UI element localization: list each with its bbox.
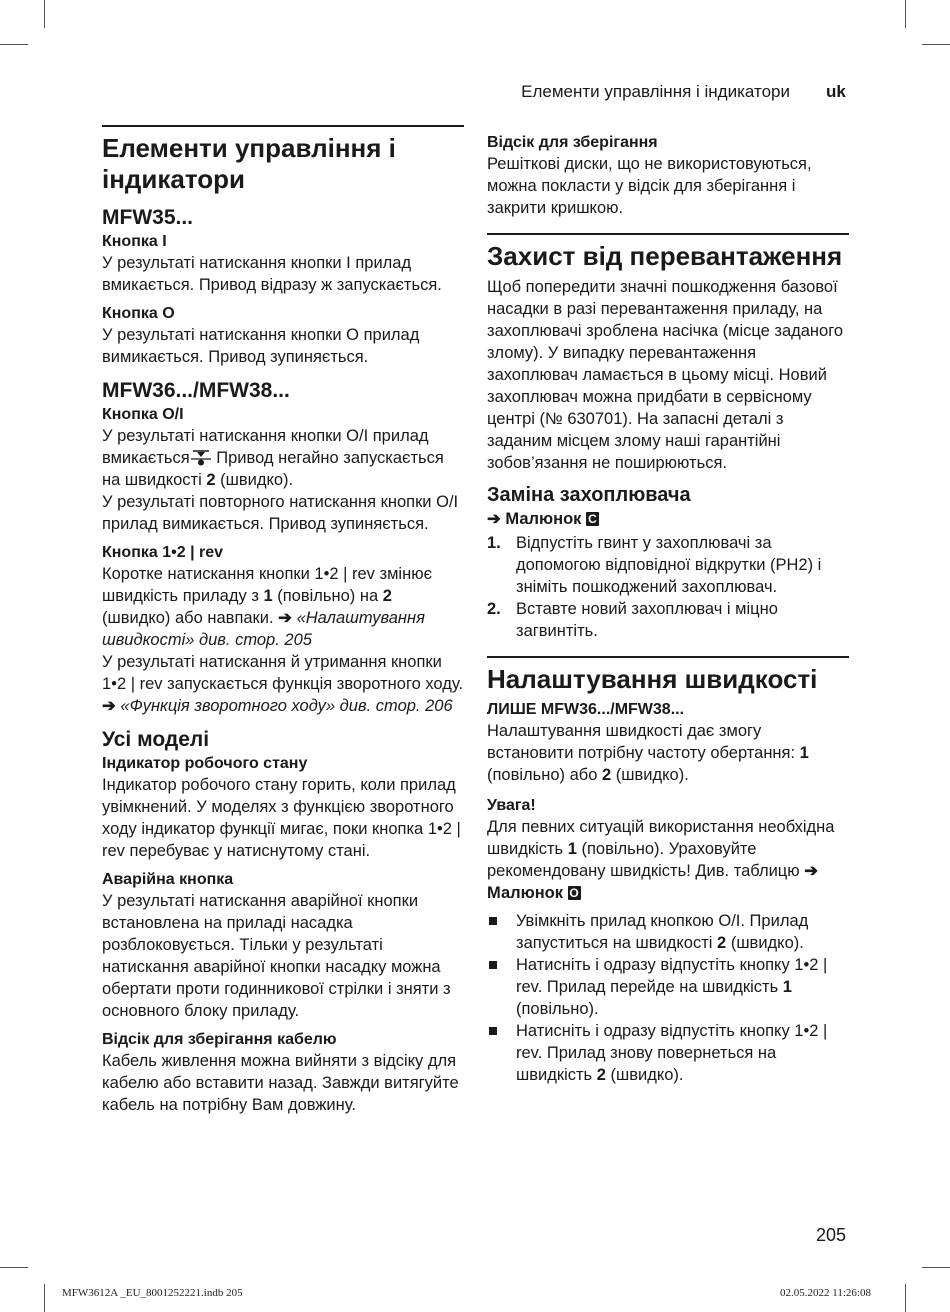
- left-column: [102, 125, 464, 1116]
- section-title-speed: Налаштування швидкості: [487, 664, 818, 694]
- cable-storage-text: Кабель живлення можна вийняти з відсіку для кабелю або вставити назад. Завжди витягуйте кабель на потрібну Вам довжину.: [102, 1052, 459, 1114]
- list-item: Увімкніть прилад кнопкою O/I. Прилад запуститься на швидкості 2 (швидко).: [487, 910, 849, 954]
- crop-mark: [44, 1284, 45, 1312]
- attention-heading: Увага!: [487, 797, 536, 814]
- attention-text: Для певних ситуацій використання необхідна швидкість 1 (повільно). Ураховуйте рекомендовану швидкість! Див. таблицю ➔ Малюнок O: [487, 818, 835, 902]
- cross-reference-speed[interactable]: «Налаштування швидкості» див. стор. 205: [102, 609, 425, 649]
- crop-mark: [922, 44, 950, 45]
- arrow-right-icon: ➔: [278, 609, 292, 627]
- crop-mark: [0, 44, 28, 45]
- cable-storage-heading: Відсік для зберігання кабелю: [102, 1031, 337, 1048]
- emergency-button-text: У результаті натискання аварійної кнопки встановлена на приладі насадка розблоковується. Тільки у результаті натискання аварійної кнопки насадку можна обертати проти годинникової стрілки і зняти з основного блоку приладу.: [102, 892, 451, 1020]
- button-12rev-hold-text: У результаті натискання й утримання кнопки 1•2 | rev запускається функція зворотного ходу. ➔ «Функція зворотного ходу» див. стор. 206: [102, 653, 464, 715]
- speed-steps-list: [487, 910, 849, 1086]
- section-rule: [487, 233, 849, 235]
- crop-mark: [922, 1267, 950, 1268]
- crop-mark: [44, 0, 45, 28]
- cross-reference-reverse[interactable]: «Функція зворотного ходу» див. стор. 206: [120, 697, 453, 715]
- figure-letter-badge: C: [586, 512, 599, 526]
- section-rule: [487, 656, 849, 658]
- storage-text: Решіткові диски, що не використовуються, можна покласти у відсік для зберігання і закрити кришкою.: [487, 155, 812, 217]
- list-item: Натисніть і одразу відпустіть кнопку 1•2 | rev. Прилад перейде на швидкість 1 (повільно).: [487, 954, 849, 1020]
- running-header: [0, 82, 950, 106]
- figure-reference-c: ➔ Малюнок C: [487, 508, 849, 530]
- list-item: [487, 532, 849, 598]
- list-number: 2.: [487, 600, 501, 618]
- button-12rev-text: Коротке натискання кнопки 1•2 | rev змінює швидкість приладу з 1 (повільно) на 2 (швидко) або навпаки. ➔ «Налаштування швидкості» див. стор. 205: [102, 565, 432, 649]
- button-o-heading: Кнопка O: [102, 305, 175, 322]
- square-bullet-icon: [489, 961, 497, 969]
- model-heading-mfw35: MFW35...: [102, 206, 194, 229]
- square-bullet-icon: [489, 917, 497, 925]
- section-title-controls: Елементи управління і індикатори: [102, 133, 396, 194]
- storage-heading: Відсік для зберігання: [487, 134, 658, 151]
- header-language: uk: [826, 82, 846, 101]
- section-rule: [102, 125, 464, 127]
- speed-text: Налаштування швидкості дає змогу встановити потрібну частоту обертання: 1 (повільно) або 2 (швидко).: [487, 722, 809, 784]
- replace-steps-list: [487, 532, 849, 642]
- indicator-text: Індикатор робочого стану горить, коли прилад увімкнений. У моделях з функцією зворотного ходу індикатор функції мигає, поки кнопка 1•2 | rev перебуває у натиснутому стані.: [102, 776, 461, 860]
- right-column: [487, 125, 849, 1086]
- section-title-overload: Захист від перевантаження: [487, 241, 843, 271]
- crop-mark: [905, 1284, 906, 1312]
- button-oi-heading: Кнопка O/I: [102, 406, 184, 423]
- figure-letter-badge: O: [569, 886, 579, 900]
- indicator-heading: Індикатор робочого стану: [102, 755, 308, 772]
- list-item: Натисніть і одразу відпустіть кнопку 1•2 | rev. Прилад знову повернеться на швидкість 2 (швидко).: [487, 1020, 849, 1086]
- overload-text: Щоб попередити значні пошкодження базової насадки в разі перевантаження приладу, на захоплювачі зроблена насічка (місце заданого злому). У випадку перевантаження захоплювач ламається в цьому місці. Новий захоплювач можна придбати в сервісному центрі (№ 630701). На запасні деталі з заданим місцем злому наші гарантійні зобов’язання не поширюються.: [487, 278, 844, 472]
- page-number: 205: [816, 1225, 847, 1245]
- list-text: Відпустіть гвинт у захоплювачі за допомогою відповідної відкрутки (PH2) і зніміть пошкоджений захоплювач.: [516, 534, 822, 596]
- crop-mark: [0, 1267, 28, 1268]
- model-heading-mfw36: MFW36.../MFW38...: [102, 379, 290, 402]
- model-heading-all: Усі моделі: [102, 728, 210, 751]
- button-o-text: У результаті натискання кнопки O прилад вимикається. Привод зупиняється.: [102, 326, 420, 366]
- list-text: Вставте новий захоплювач і міцно загвинтіть.: [516, 600, 778, 640]
- list-number: 1.: [487, 534, 501, 552]
- list-item: [487, 598, 849, 642]
- replace-heading: Заміна захоплювача: [487, 484, 691, 506]
- square-bullet-icon: [489, 1027, 497, 1035]
- button-12rev-heading: Кнопка 1•2 | rev: [102, 544, 224, 561]
- button-i-text: У результаті натискання кнопки I прилад вмикається. Привод відразу ж запускається.: [102, 254, 442, 294]
- button-oi-text: У результаті натискання кнопки O/I прилад вмикається Привод негайно запускається на швидкості 2 (швидко).: [102, 427, 444, 489]
- footer-date: 02.05.2022 11:26:08: [780, 1287, 871, 1299]
- button-oi-text-repeat: У результаті повторного натискання кнопки O/I прилад вимикається. Привод зупиняється.: [102, 493, 459, 533]
- crop-mark: [905, 0, 906, 28]
- arrow-right-icon: ➔: [487, 510, 501, 528]
- arrow-right-icon: ➔: [102, 697, 116, 715]
- footer-file: MFW3612A _EU_8001252221.indb 205: [62, 1287, 243, 1299]
- speed-indicator-icon: [190, 448, 212, 466]
- arrow-right-icon: ➔: [804, 862, 819, 880]
- speed-only-models: ЛИШЕ MFW36.../MFW38...: [487, 701, 685, 718]
- button-i-heading: Кнопка I: [102, 233, 167, 250]
- emergency-button-heading: Аварійна кнопка: [102, 871, 234, 888]
- header-title: Елементи управління і індикатори: [521, 82, 790, 101]
